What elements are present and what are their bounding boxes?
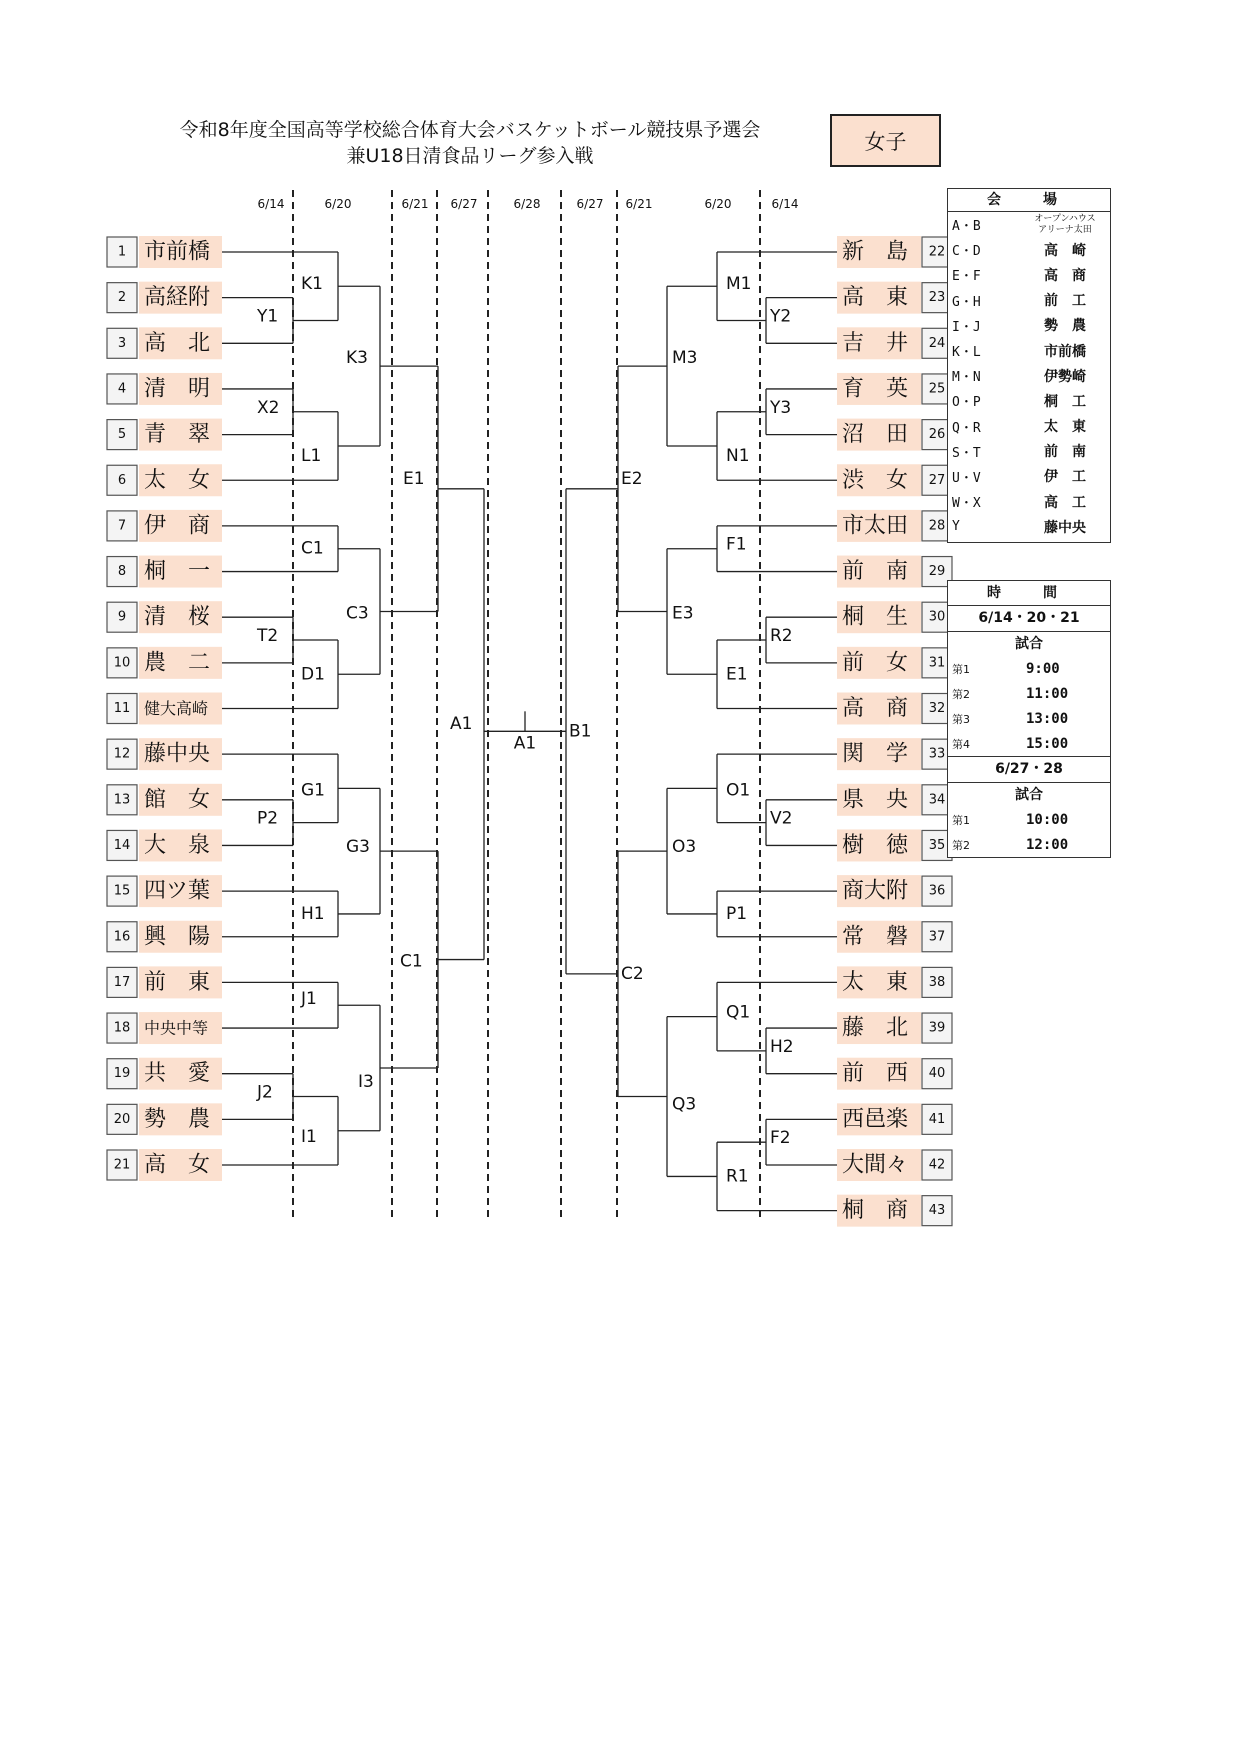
venue-row [948,338,1110,363]
date-header: 6/27 [576,197,604,211]
schedule-time: 10:00 [1026,811,1069,828]
venue-courts: A・B [952,219,981,235]
seed-number: 42 [928,1157,946,1173]
team-name: 市太田 [842,513,909,539]
match-label: Q1 [726,1002,751,1023]
venue-courts: I・J [952,319,981,335]
venue-place: 太 東 [1044,419,1086,436]
team-name: 常 磐 [842,924,909,950]
team-name: 西邑楽 [842,1106,909,1132]
venue-row [948,439,1110,464]
match-label: P2 [257,808,279,829]
schedule-day1: 6/14・20・21 [948,606,1110,632]
seed-number: 21 [113,1157,131,1173]
date-header: 6/20 [704,197,732,211]
match-label: A1 [450,714,473,735]
schedule-header: 時 間 [948,581,1110,606]
venue-courts: G・H [952,294,981,310]
match-label: M3 [672,348,698,369]
venue-row [948,288,1110,313]
venue-place: 前 南 [1044,444,1086,461]
date-header: 6/27 [450,197,478,211]
match-label: L1 [301,446,322,467]
match-label: K3 [346,348,368,369]
venue-row [948,388,1110,413]
seed-number: 38 [928,974,946,990]
venue-row [948,313,1110,338]
match-label: E2 [621,468,643,489]
match-label: I1 [301,1126,317,1147]
seed-number: 5 [117,427,127,443]
team-name: 高 商 [842,696,909,721]
team-name: 沼 田 [842,422,909,448]
seed-number: 30 [928,609,946,625]
match-label: B1 [569,721,592,742]
match-label: H1 [301,903,325,924]
team-name: 館 女 [144,787,211,813]
team-name: 健大高崎 [144,699,209,718]
team-name: 前 東 [144,969,211,995]
match-label: O3 [672,837,697,858]
team-name: 農 二 [144,650,211,676]
team-name: 新 島 [842,239,909,265]
venue-courts: E・F [952,269,981,285]
match-label: P1 [726,903,748,924]
match-label: K1 [301,274,323,295]
seed-number: 23 [928,290,946,306]
venue-courts: Y [952,519,960,535]
team-name: 清 桜 [144,604,211,630]
schedule-row [948,832,1110,857]
category-badge: 女子 [830,114,941,167]
schedule-row [948,807,1110,832]
match-label: E3 [672,603,694,624]
venue-place: 伊勢崎 [1044,368,1086,385]
venue-place: 高 商 [1044,267,1086,284]
date-header: 6/14 [771,197,799,211]
match-label: T2 [257,626,279,647]
match-label: Q3 [672,1094,697,1115]
date-header: 6/28 [513,197,541,211]
seed-number: 8 [117,564,127,580]
seed-number: 32 [928,701,946,716]
seed-number: 25 [928,381,946,397]
match-label: F1 [726,534,747,555]
venue-courts: M・N [952,370,981,386]
venue-courts: Q・R [952,420,981,436]
seed-number: 18 [113,1020,131,1036]
team-name: 桐 一 [144,559,211,585]
match-label: J2 [257,1082,273,1103]
schedule-game-number: 第1 [952,813,970,827]
match-label: C1 [400,951,423,972]
venue-place: 前 工 [1044,293,1086,310]
team-name: 中央中等 [144,1018,209,1038]
team-name: 藤 北 [842,1015,909,1041]
venue-place: 藤中央 [1044,519,1086,536]
seed-number: 27 [928,472,946,488]
venue-place: 高 崎 [1044,242,1086,259]
seed-number: 11 [113,701,131,716]
date-header: 6/21 [625,197,653,211]
team-name: 桐 商 [842,1198,909,1224]
team-name: 商大附 [842,878,909,904]
date-header: 6/21 [401,197,429,211]
team-name: 大 泉 [144,832,211,858]
page-subtitle: 兼U18日清食品リーグ参入戦 [346,145,594,167]
team-name: 高 女 [144,1152,211,1178]
seed-number: 43 [928,1203,946,1219]
venue-row [948,414,1110,439]
team-name: 吉 井 [842,330,909,356]
seed-number: 37 [928,929,946,945]
match-label: C1 [301,538,324,559]
venue-row [948,464,1110,489]
match-label: G1 [301,780,325,801]
team-name: 共 愛 [144,1061,211,1087]
match-label: C2 [621,963,644,984]
venue-row [948,237,1110,262]
schedule-game-number: 第1 [952,662,970,676]
team-name: 前 女 [842,650,909,676]
team-name: 四ツ葉 [144,878,211,904]
date-header: 6/14 [257,197,285,211]
seed-number: 34 [928,792,946,808]
team-name: 太 女 [144,467,211,493]
schedule-time: 11:00 [1026,685,1069,702]
match-label: H2 [770,1036,794,1057]
schedule-day2: 6/27・28 [948,756,1110,783]
venue-row [948,363,1110,388]
schedule-game-number: 第2 [952,838,970,852]
seed-number: 14 [113,837,131,853]
match-label: M1 [726,274,752,295]
match-label: J1 [301,989,317,1010]
schedule-game-number: 第2 [952,687,970,701]
match-label: Y1 [257,306,279,327]
venue-row [948,262,1110,287]
seed-number: 36 [928,883,946,899]
seed-number: 19 [113,1066,131,1082]
venue-courts: S・T [952,445,981,461]
match-label: A1 [513,733,537,754]
venue-place: 勢 農 [1044,318,1086,335]
venue-row [948,212,1110,237]
team-name: 藤中央 [144,741,211,767]
venue-place: 高 工 [1044,494,1086,511]
seed-number: 1 [117,244,127,260]
seed-number: 41 [928,1111,946,1127]
venue-header: 会 場 [948,189,1110,212]
venue-row [948,489,1110,514]
seed-number: 2 [117,290,127,306]
seed-number: 29 [928,564,946,580]
venue-courts: O・P [952,395,981,411]
team-name: 前 南 [842,559,909,585]
match-label: Y2 [770,306,792,327]
seed-number: 26 [928,427,946,443]
team-name: 関 学 [842,741,909,767]
seed-number: 39 [928,1020,946,1036]
team-name: 樹 徳 [842,832,909,858]
team-name: 前 西 [842,1061,909,1087]
seed-number: 10 [113,655,131,671]
schedule-time: 9:00 [1026,660,1060,677]
team-name: 清 明 [144,376,211,402]
schedule-time: 12:00 [1026,836,1069,853]
match-label: N1 [726,446,750,467]
seed-number: 24 [928,335,946,351]
match-label: V2 [770,808,793,829]
schedule-row [948,656,1110,681]
schedule-time: 13:00 [1026,710,1069,727]
team-name: 県 央 [842,787,909,813]
team-name: 高 東 [842,285,909,311]
team-name: 太 東 [842,969,909,995]
match-label: Y3 [770,397,792,418]
seed-number: 7 [117,518,127,534]
seed-number: 22 [928,244,946,260]
seed-number: 4 [117,381,127,397]
venue-courts: C・D [952,244,981,260]
seed-number: 16 [113,929,131,945]
team-name: 高 北 [144,330,211,356]
venue-table [947,188,1111,543]
schedule-day1-label: 試合 [1015,636,1043,652]
match-label: C3 [346,603,369,624]
match-label: R2 [770,626,793,647]
venue-row [948,514,1110,539]
venue-courts: U・V [952,470,981,486]
venue-place: 市前橋 [1044,343,1086,360]
team-name: 興 陽 [144,924,211,950]
schedule-game-number: 第3 [952,712,970,726]
seed-number: 6 [117,472,127,488]
team-name: 桐 生 [842,604,909,630]
venue-courts: K・L [952,345,981,361]
venue-place: 桐 工 [1044,393,1086,410]
seed-number: 28 [928,518,946,534]
schedule-row [948,731,1110,756]
schedule-row [948,681,1110,706]
team-name: 大間々 [842,1152,909,1178]
team-name: 勢 農 [144,1106,211,1132]
schedule-time: 15:00 [1026,735,1069,752]
seed-number: 31 [928,655,946,671]
schedule-table [947,580,1111,858]
page-title: 令和8年度全国高等学校総合体育大会バスケットボール競技県予選会 [179,119,761,141]
seed-number: 12 [113,746,131,762]
match-label: I3 [358,1071,374,1092]
team-name: 渋 女 [842,467,909,493]
team-name: 市前橋 [144,239,211,265]
seed-number: 40 [928,1066,946,1082]
seed-number: 17 [113,974,131,990]
schedule-row [948,706,1110,731]
team-name: 育 英 [842,376,909,402]
schedule-day2-label: 試合 [1015,787,1043,803]
match-label: E1 [726,664,748,685]
team-name: 伊 商 [144,513,211,539]
match-label: E1 [403,468,425,489]
schedule-game-number: 第4 [952,737,970,751]
venue-courts: W・X [952,496,981,512]
seed-number: 33 [928,746,946,762]
venue-place: 伊 工 [1044,469,1086,486]
date-header: 6/20 [324,197,352,211]
seed-number: 35 [928,837,946,853]
match-label: D1 [301,664,325,685]
seed-number: 3 [117,335,127,351]
team-name: 高経附 [144,285,211,311]
match-label: F2 [770,1128,791,1149]
venue-place: オープンハウス アリーナ太田 [1034,213,1096,235]
match-label: X2 [257,397,280,418]
seed-number: 20 [113,1111,131,1127]
match-label: O1 [726,780,751,801]
match-label: R1 [726,1166,749,1187]
seed-number: 15 [113,883,131,899]
team-name: 青 翠 [144,422,211,448]
seed-number: 13 [113,792,131,808]
seed-number: 9 [117,609,127,625]
match-label: G3 [346,837,370,858]
